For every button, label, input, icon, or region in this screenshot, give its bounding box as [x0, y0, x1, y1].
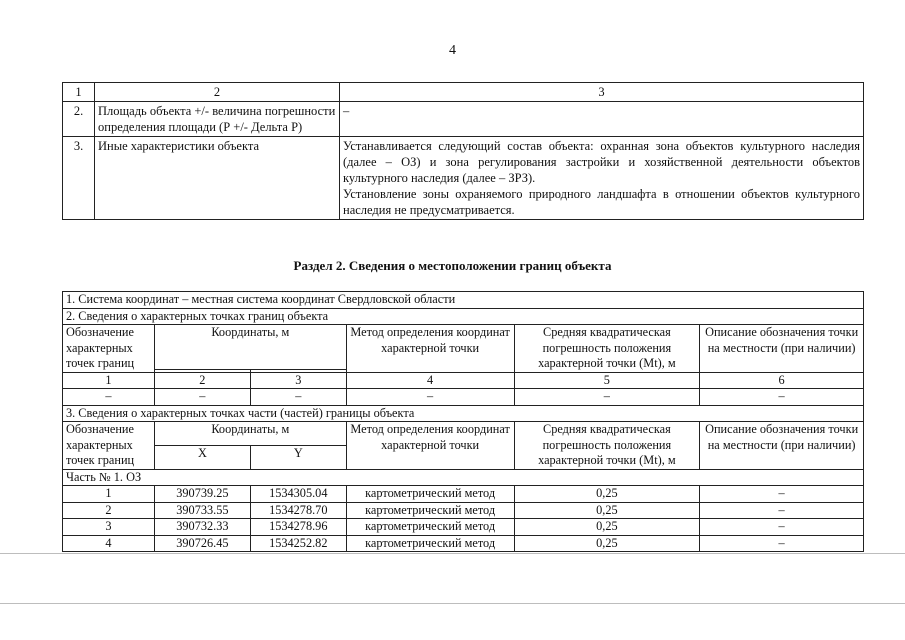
header-row	[63, 325, 864, 370]
row-value	[340, 137, 864, 220]
table-row	[63, 535, 864, 552]
error-header: Средняя квадратическая погрешность положения характерной точки (Mt), м	[514, 325, 700, 373]
description-header: Описание обозначения точки на местности (при наличии)	[700, 422, 864, 470]
point-x: 390739.25	[154, 486, 250, 503]
point-description: –	[700, 486, 864, 503]
dash-cell: –	[154, 389, 250, 406]
column-number: 1	[63, 372, 155, 389]
point-number: 2	[63, 502, 155, 519]
dash-cell: –	[346, 389, 514, 406]
row-number: 2.	[63, 102, 95, 137]
dash-row	[63, 389, 864, 406]
x-header: X	[154, 445, 250, 469]
dash-cell: –	[700, 389, 864, 406]
table-row	[63, 519, 864, 536]
point-description: –	[700, 502, 864, 519]
point-description: –	[700, 519, 864, 536]
row-name: Площадь объекта +/- величина погрешности определения площади (Р +/- Дельта Р)	[95, 102, 340, 137]
value-paragraph: Устанавливается следующий состав объекта: охранная зона объектов культурного наследия (далее – ОЗ) и зона регулирования застройки и хозяйственной деятельности объектов культурного наследия (далее – ЗРЗ).	[343, 139, 860, 185]
point-x: 390733.55	[154, 502, 250, 519]
point-y: 1534252.82	[250, 535, 346, 552]
object-characteristics-table	[62, 82, 864, 220]
point-error: 0,25	[514, 535, 700, 552]
column-number: 5	[514, 372, 700, 389]
point-method: картометрический метод	[346, 502, 514, 519]
header-cell: 1	[63, 83, 95, 102]
method-header: Метод определения координат характерной точки	[346, 325, 514, 373]
point-y: 1534278.70	[250, 502, 346, 519]
coord-system-row: 1. Система координат – местная система координат Свердловской области	[63, 292, 864, 309]
error-header: Средняя квадратическая погрешность положения характерной точки (Mt), м	[514, 422, 700, 470]
point-x: 390732.33	[154, 519, 250, 536]
section-points-row: 2. Сведения о характерных точках границ объекта	[63, 308, 864, 325]
section-title: Раздел 2. Сведения о местоположении границ объекта	[293, 258, 612, 273]
y-header: Y	[250, 445, 346, 469]
table-row	[63, 486, 864, 503]
table-header-row	[63, 83, 864, 102]
row-value: –	[340, 102, 864, 137]
point-method: картометрический метод	[346, 535, 514, 552]
designation-header: Обозначение характерных точек границ	[63, 422, 155, 470]
point-number: 1	[63, 486, 155, 503]
coordinates-header: Координаты, м	[154, 325, 346, 370]
point-description: –	[700, 535, 864, 552]
dash-cell: –	[250, 389, 346, 406]
dash-cell: –	[514, 389, 700, 406]
point-error: 0,25	[514, 519, 700, 536]
column-number: 3	[250, 372, 346, 389]
point-method: картометрический метод	[346, 486, 514, 503]
page-edge-line	[0, 603, 905, 604]
row-number: 3.	[63, 137, 95, 220]
header-cell: 2	[95, 83, 340, 102]
scan-artifact-line	[0, 553, 905, 554]
point-number: 4	[63, 535, 155, 552]
point-error: 0,25	[514, 502, 700, 519]
point-error: 0,25	[514, 486, 700, 503]
row-name: Иные характеристики объекта	[95, 137, 340, 220]
point-number: 3	[63, 519, 155, 536]
value-paragraph: Установление зоны охраняемого природного ландшафта в отношении объектов культурного наследия не предусматривается.	[343, 187, 860, 217]
table-row	[63, 502, 864, 519]
table-row	[63, 137, 864, 220]
method-header: Метод определения координат характерной точки	[346, 422, 514, 470]
column-number: 6	[700, 372, 864, 389]
page-number: 4	[449, 43, 456, 58]
header-cell: 3	[340, 83, 864, 102]
boundary-points-table	[62, 291, 864, 552]
column-number-row	[63, 372, 864, 389]
table-row	[63, 102, 864, 137]
section-parts-row: 3. Сведения о характерных точках части (частей) границы объекта	[63, 405, 864, 422]
description-header: Описание обозначения точки на местности (при наличии)	[700, 325, 864, 373]
designation-header: Обозначение характерных точек границ	[63, 325, 155, 373]
point-y: 1534305.04	[250, 486, 346, 503]
dash-cell: –	[63, 389, 155, 406]
point-method: картометрический метод	[346, 519, 514, 536]
coordinates-header: Координаты, м	[154, 422, 346, 446]
part-title-row: Часть № 1. ОЗ	[63, 469, 864, 486]
column-number: 2	[154, 372, 250, 389]
point-y: 1534278.96	[250, 519, 346, 536]
column-number: 4	[346, 372, 514, 389]
header-row	[63, 422, 864, 446]
point-x: 390726.45	[154, 535, 250, 552]
